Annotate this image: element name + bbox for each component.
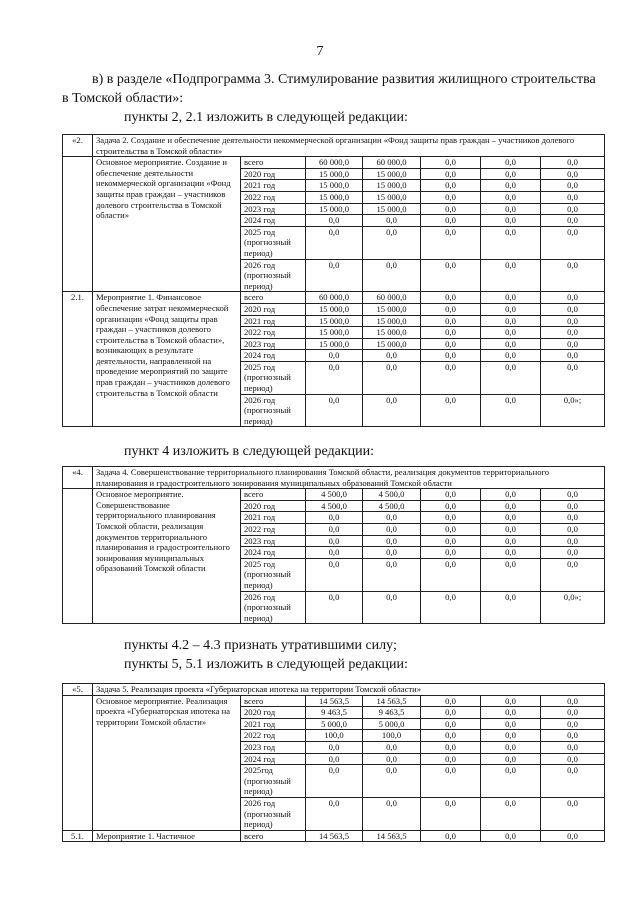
amount-cell: 15 000,0 — [306, 327, 363, 339]
period-cell: 2021 год — [241, 180, 306, 192]
amount-cell: 0,0 — [481, 753, 541, 765]
amount-cell: 0,0 — [481, 157, 541, 169]
amount-cell: 0,0 — [363, 350, 421, 362]
amount-cell: 0,0 — [541, 830, 605, 842]
amount-cell: 0,0 — [421, 394, 481, 427]
amount-cell: 0,0 — [541, 168, 605, 180]
amount-cell: 0,0 — [421, 765, 481, 798]
amount-cell: 0,0 — [421, 361, 481, 394]
amount-cell: 4 500,0 — [363, 500, 421, 512]
period-cell: 2021 год — [241, 315, 306, 327]
amount-cell: 0,0 — [421, 157, 481, 169]
amount-cell: 0,0 — [306, 753, 363, 765]
amount-cell: 0,0 — [541, 180, 605, 192]
amount-cell: 15 000,0 — [363, 327, 421, 339]
amount-cell: 0,0 — [363, 394, 421, 427]
amount-cell: 9 463,5 — [306, 707, 363, 719]
amount-cell: 0,0 — [541, 327, 605, 339]
amount-cell: 0,0 — [541, 259, 605, 292]
period-cell: 2025 год (прогнозный период) — [241, 361, 306, 394]
amount-cell: 0,0 — [481, 489, 541, 501]
amount-cell: 0,0 — [421, 558, 481, 591]
amount-cell: 0,0 — [481, 350, 541, 362]
item-number — [63, 695, 93, 830]
amount-cell: 4 500,0 — [306, 500, 363, 512]
amount-cell: 0,0»; — [541, 394, 605, 427]
amount-cell: 0,0 — [421, 215, 481, 227]
task-title: Задача 5. Реализация проекта «Губернаторская ипотека на территории Томской области» — [93, 684, 605, 696]
amount-cell: 0,0 — [421, 797, 481, 830]
amount-cell: 15 000,0 — [306, 180, 363, 192]
table-row — [63, 695, 605, 707]
amount-cell: 0,0 — [306, 741, 363, 753]
amount-cell: 0,0 — [481, 830, 541, 842]
amount-cell: 0,0 — [541, 547, 605, 559]
amount-cell: 0,0 — [306, 259, 363, 292]
period-cell: всего — [241, 292, 306, 304]
period-cell: 2023 год — [241, 535, 306, 547]
amount-cell: 0,0 — [541, 535, 605, 547]
table-row — [63, 157, 605, 169]
amount-cell: 0,0 — [481, 707, 541, 719]
amount-cell: 0,0 — [306, 226, 363, 259]
instruction-4: пункты 5, 5.1 изложить в следующей редакции: — [124, 657, 408, 672]
task-title: Задача 4. Совершенствование территориального планирования Томской области, реализация документов территориального планирования и градостроительного зонирования муниципальных образований Томской области — [93, 467, 605, 489]
amount-cell: 15 000,0 — [363, 203, 421, 215]
amount-cell: 15 000,0 — [306, 303, 363, 315]
amount-cell: 0,0 — [306, 215, 363, 227]
item-description: Основное мероприятие. Реализация проекта «Губернаторская ипотека на территории Томской области» — [93, 695, 241, 830]
instruction-2: пункт 4 изложить в следующей редакции: — [124, 444, 374, 459]
amount-cell: 0,0 — [363, 797, 421, 830]
amount-cell: 0,0 — [363, 259, 421, 292]
period-cell: 2026 год (прогнозный период) — [241, 394, 306, 427]
amount-cell: 0,0 — [421, 292, 481, 304]
amount-cell: 0,0 — [541, 350, 605, 362]
amount-cell: 0,0 — [421, 259, 481, 292]
period-cell: 2022 год — [241, 523, 306, 535]
amount-cell: 0,0 — [421, 695, 481, 707]
amount-cell: 0,0 — [363, 765, 421, 798]
table-row — [63, 830, 605, 842]
amount-cell: 60 000,0 — [306, 292, 363, 304]
period-cell: 2024 год — [241, 350, 306, 362]
budget-table-task-4 — [62, 466, 605, 624]
task-row — [63, 135, 605, 157]
amount-cell: 0,0 — [481, 191, 541, 203]
amount-cell: 0,0 — [541, 500, 605, 512]
amount-cell: 0,0 — [421, 489, 481, 501]
amount-cell: 0,0 — [541, 765, 605, 798]
amount-cell: 0,0 — [421, 500, 481, 512]
amount-cell: 0,0 — [481, 259, 541, 292]
amount-cell: 0,0 — [421, 191, 481, 203]
period-cell: всего — [241, 830, 306, 842]
amount-cell: 0,0 — [421, 180, 481, 192]
amount-cell: 0,0 — [481, 203, 541, 215]
amount-cell: 0,0 — [363, 558, 421, 591]
amount-cell: 0,0 — [541, 226, 605, 259]
table-row — [63, 489, 605, 501]
amount-cell: 0,0 — [363, 741, 421, 753]
amount-cell: 0,0 — [421, 512, 481, 524]
amount-cell: 14 563,5 — [363, 695, 421, 707]
amount-cell: 0,0 — [363, 535, 421, 547]
amount-cell: 15 000,0 — [363, 315, 421, 327]
period-cell: 2020 год — [241, 168, 306, 180]
amount-cell: 0,0 — [541, 730, 605, 742]
amount-cell: 0,0 — [363, 753, 421, 765]
amount-cell: 0,0 — [306, 558, 363, 591]
amount-cell: 0,0 — [421, 327, 481, 339]
amount-cell: 0,0 — [541, 489, 605, 501]
amount-cell: 0,0 — [306, 350, 363, 362]
amount-cell: 60 000,0 — [363, 157, 421, 169]
amount-cell: 0,0 — [541, 718, 605, 730]
amount-cell: 0,0 — [541, 797, 605, 830]
amount-cell: 0,0 — [421, 718, 481, 730]
amount-cell: 60 000,0 — [363, 292, 421, 304]
amount-cell: 0,0 — [481, 558, 541, 591]
amount-cell: 15 000,0 — [306, 338, 363, 350]
item-number: 5.1. — [63, 830, 93, 842]
amount-cell: 100,0 — [306, 730, 363, 742]
instruction-3: пункты 4.2 – 4.3 признать утратившими силу; — [124, 638, 397, 653]
period-cell: 2023 год — [241, 203, 306, 215]
amount-cell: 0,0 — [363, 523, 421, 535]
amount-cell: 0,0 — [541, 707, 605, 719]
amount-cell: 0,0 — [481, 512, 541, 524]
item-number — [63, 489, 93, 624]
amount-cell: 15 000,0 — [306, 203, 363, 215]
amount-cell: 0,0 — [541, 361, 605, 394]
amount-cell: 0,0 — [481, 718, 541, 730]
instruction-1: пункты 2, 2.1 изложить в следующей редакции: — [124, 110, 408, 125]
task-number: «2. — [63, 135, 93, 157]
amount-cell: 0,0 — [541, 753, 605, 765]
amount-cell: 0,0 — [421, 315, 481, 327]
budget-table-task-2 — [62, 134, 605, 427]
amount-cell: 0,0 — [421, 730, 481, 742]
amount-cell: 0,0 — [481, 226, 541, 259]
amount-cell: 0,0 — [481, 315, 541, 327]
task-row — [63, 684, 605, 696]
amount-cell: 9 463,5 — [363, 707, 421, 719]
amount-cell: 0,0 — [541, 512, 605, 524]
period-cell: 2020 год — [241, 707, 306, 719]
amount-cell: 0,0 — [421, 707, 481, 719]
amount-cell: 0,0 — [421, 338, 481, 350]
period-cell: 2024 год — [241, 215, 306, 227]
period-cell: 2020 год — [241, 303, 306, 315]
amount-cell: 15 000,0 — [363, 180, 421, 192]
period-cell: всего — [241, 695, 306, 707]
period-cell: 2026 год (прогнозный период) — [241, 797, 306, 830]
amount-cell: 100,0 — [363, 730, 421, 742]
amount-cell: 0,0 — [421, 753, 481, 765]
period-cell: 2022 год — [241, 327, 306, 339]
task-number: «5. — [63, 684, 93, 696]
period-cell: 2022 год — [241, 730, 306, 742]
period-cell: 2021 год — [241, 512, 306, 524]
amount-cell: 0,0 — [541, 523, 605, 535]
period-cell: 2024 год — [241, 547, 306, 559]
amount-cell: 0,0 — [421, 830, 481, 842]
amount-cell: 0,0 — [306, 765, 363, 798]
amount-cell: 0,0 — [481, 303, 541, 315]
amount-cell: 15 000,0 — [363, 168, 421, 180]
amount-cell: 15 000,0 — [363, 338, 421, 350]
amount-cell: 0,0 — [306, 394, 363, 427]
amount-cell: 15 000,0 — [363, 303, 421, 315]
amount-cell: 0,0 — [306, 547, 363, 559]
amount-cell: 0,0 — [306, 591, 363, 624]
amount-cell: 15 000,0 — [306, 168, 363, 180]
period-cell: 2021 год — [241, 718, 306, 730]
period-cell: 2025год (прогнозный период) — [241, 765, 306, 798]
amount-cell: 0,0 — [541, 338, 605, 350]
item-description: Основное мероприятие. Создание и обеспечение деятельности некоммерческой организации «Фонд защиты прав граждан – участников долевого строительства в Томской области» — [93, 157, 241, 292]
amount-cell: 0,0 — [481, 523, 541, 535]
amount-cell: 0,0 — [363, 361, 421, 394]
amount-cell: 0,0 — [363, 215, 421, 227]
period-cell: 2026 год (прогнозный период) — [241, 259, 306, 292]
amount-cell: 0,0 — [481, 180, 541, 192]
amount-cell: 4 500,0 — [306, 489, 363, 501]
amount-cell: 0,0 — [421, 547, 481, 559]
amount-cell: 0,0 — [481, 741, 541, 753]
item-description: Мероприятие 1. Частичное — [93, 830, 241, 842]
amount-cell: 0,0 — [306, 361, 363, 394]
amount-cell: 0,0 — [481, 591, 541, 624]
amount-cell: 0,0 — [363, 591, 421, 624]
amount-cell: 0,0 — [481, 500, 541, 512]
period-cell: всего — [241, 489, 306, 501]
amount-cell: 0,0 — [421, 226, 481, 259]
amount-cell: 0,0»; — [541, 591, 605, 624]
amount-cell: 0,0 — [541, 741, 605, 753]
amount-cell: 0,0 — [481, 547, 541, 559]
task-row — [63, 467, 605, 489]
amount-cell: 0,0 — [541, 303, 605, 315]
amount-cell: 4 500,0 — [363, 489, 421, 501]
period-cell: 2026 год (прогнозный период) — [241, 591, 306, 624]
amount-cell: 14 563,5 — [306, 830, 363, 842]
period-cell: 2025 год (прогнозный период) — [241, 226, 306, 259]
amount-cell: 0,0 — [421, 591, 481, 624]
task-number: «4. — [63, 467, 93, 489]
item-number: 2.1. — [63, 292, 93, 427]
amount-cell: 14 563,5 — [306, 695, 363, 707]
item-number — [63, 157, 93, 292]
amount-cell: 0,0 — [541, 315, 605, 327]
amount-cell: 14 563,5 — [363, 830, 421, 842]
amount-cell: 0,0 — [481, 695, 541, 707]
amount-cell: 0,0 — [481, 168, 541, 180]
amount-cell: 60 000,0 — [306, 157, 363, 169]
amount-cell: 0,0 — [481, 394, 541, 427]
amount-cell: 0,0 — [363, 226, 421, 259]
amount-cell: 0,0 — [541, 203, 605, 215]
amount-cell: 0,0 — [481, 535, 541, 547]
amount-cell: 0,0 — [421, 741, 481, 753]
amount-cell: 5 000,0 — [363, 718, 421, 730]
amount-cell: 0,0 — [421, 168, 481, 180]
amount-cell: 0,0 — [421, 535, 481, 547]
amount-cell: 5 000,0 — [306, 718, 363, 730]
amount-cell: 0,0 — [481, 361, 541, 394]
period-cell: 2024 год — [241, 753, 306, 765]
item-description: Мероприятие 1. Финансовое обеспечение затрат некоммерческой организации «Фонд защиты прав граждан – участников долевого строительства в Томской области», возникающих в результате деятельности, направленной на проведение мероприятий по защите прав граждан – участников долевого строительства в Томской области — [93, 292, 241, 427]
amount-cell: 0,0 — [421, 523, 481, 535]
intro-paragraph: в) в разделе «Подпрограмма 3. Стимулирование развития жилищного строительства в Томской области»: — [62, 72, 596, 106]
amount-cell: 0,0 — [481, 338, 541, 350]
amount-cell: 0,0 — [541, 191, 605, 203]
amount-cell: 0,0 — [481, 215, 541, 227]
period-cell: 2020 год — [241, 500, 306, 512]
amount-cell: 0,0 — [481, 327, 541, 339]
amount-cell: 0,0 — [541, 558, 605, 591]
amount-cell: 0,0 — [363, 512, 421, 524]
period-cell: 2022 год — [241, 191, 306, 203]
amount-cell: 0,0 — [306, 797, 363, 830]
amount-cell: 0,0 — [481, 797, 541, 830]
task-title: Задача 2. Создание и обеспечение деятельности некоммерческой организации «Фонд защиты прав граждан – участников долевого строительства в Томской области» — [93, 135, 605, 157]
item-description: Основное мероприятие. Совершенствование территориального планирования Томской области, реализация документов территориального планирования и градостроительного зонирования муниципальных образований Томской области — [93, 489, 241, 624]
amount-cell: 0,0 — [363, 547, 421, 559]
amount-cell: 0,0 — [306, 512, 363, 524]
amount-cell: 0,0 — [306, 535, 363, 547]
amount-cell: 15 000,0 — [306, 315, 363, 327]
amount-cell: 0,0 — [541, 292, 605, 304]
amount-cell: 0,0 — [421, 303, 481, 315]
amount-cell: 0,0 — [481, 292, 541, 304]
period-cell: 2025 год (прогнозный период) — [241, 558, 306, 591]
page-number: 7 — [316, 44, 324, 59]
amount-cell: 0,0 — [421, 350, 481, 362]
amount-cell: 0,0 — [421, 203, 481, 215]
amount-cell: 15 000,0 — [306, 191, 363, 203]
amount-cell: 0,0 — [306, 523, 363, 535]
amount-cell: 0,0 — [541, 215, 605, 227]
budget-table-task-5 — [62, 683, 605, 842]
amount-cell: 0,0 — [541, 695, 605, 707]
period-cell: 2023 год — [241, 338, 306, 350]
amount-cell: 15 000,0 — [363, 191, 421, 203]
amount-cell: 0,0 — [481, 765, 541, 798]
amount-cell: 0,0 — [481, 730, 541, 742]
amount-cell: 0,0 — [541, 157, 605, 169]
period-cell: 2023 год — [241, 741, 306, 753]
period-cell: всего — [241, 157, 306, 169]
table-row — [63, 292, 605, 304]
